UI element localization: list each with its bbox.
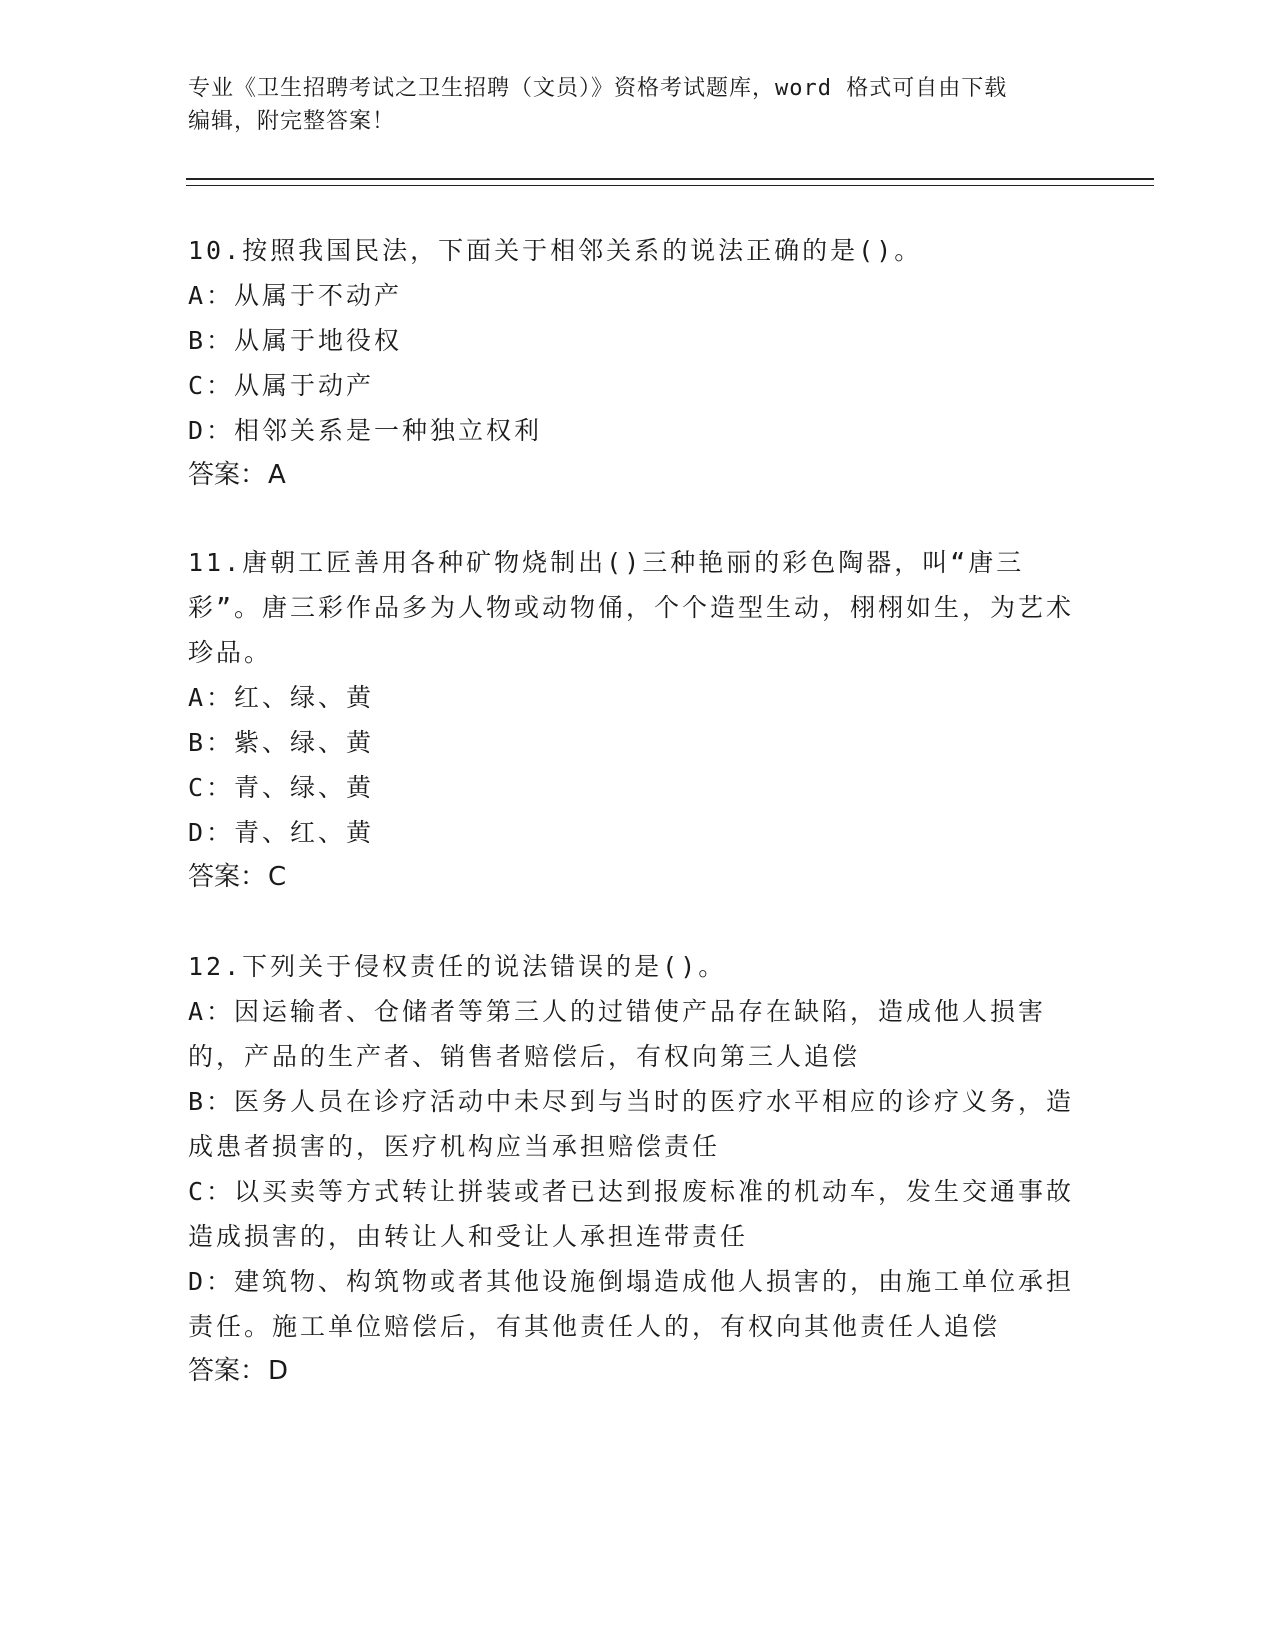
answer-value: A (268, 460, 286, 490)
option-b: B：从属于地役权 (188, 326, 403, 355)
answer-line (188, 453, 1088, 498)
option-a: A：红、绿、黄 (188, 683, 375, 712)
option-d: D：相邻关系是一种独立权利 (188, 416, 543, 445)
question-text: 12.下列关于侵权责任的说法错误的是()。 (188, 952, 727, 981)
option-b: B：紫、绿、黄 (188, 728, 375, 757)
option-a: A：从属于不动产 (188, 281, 403, 310)
answer-value: C (268, 862, 287, 892)
header-line-1: 专业《卫生招聘考试之卫生招聘（文员）》资格考试题库，word 格式可自由下载 (188, 76, 1008, 101)
option-b: B：医务人员在诊疗活动中未尽到与当时的医疗水平相应的诊疗义务，造成患者损害的，医疗机构应当承担赔偿责任 (188, 1087, 1075, 1161)
option-c: C：以买卖等方式转让拼装或者已达到报废标准的机动车，发生交通事故造成损害的，由转让人和受让人承担连带责任 (188, 1177, 1075, 1251)
question-10 (188, 228, 1088, 498)
answer-line (188, 855, 1088, 900)
option-d: D：建筑物、构筑物或者其他设施倒塌造成他人损害的，由施工单位承担责任。施工单位赔偿后，有其他责任人的，有权向其他责任人追偿 (188, 1267, 1075, 1341)
answer-label: 答案： (188, 1356, 267, 1386)
option-d: D：青、红、黄 (188, 818, 375, 847)
header-line-2: 编辑，附完整答案！ (188, 109, 396, 134)
question-11 (188, 540, 1088, 900)
question-text: 11.唐朝工匠善用各种矿物烧制出()三种艳丽的彩色陶器，叫“唐三彩”。唐三彩作品多为人物或动物俑，个个造型生动，栩栩如生，为艺术珍品。 (188, 548, 1075, 667)
option-c: C：青、绿、黄 (188, 773, 375, 802)
document-header (188, 72, 1068, 138)
answer-label: 答案： (188, 460, 267, 490)
question-12 (188, 944, 1088, 1394)
answer-value: D (268, 1356, 289, 1386)
answer-line (188, 1349, 1088, 1394)
option-c: C：从属于动产 (188, 371, 375, 400)
answer-label: 答案： (188, 862, 267, 892)
header-divider (186, 178, 1154, 186)
question-text: 10.按照我国民法，下面关于相邻关系的说法正确的是()。 (188, 236, 923, 265)
option-a: A：因运输者、仓储者等第三人的过错使产品存在缺陷，造成他人损害的，产品的生产者、销售者赔偿后，有权向第三人追偿 (188, 997, 1047, 1071)
